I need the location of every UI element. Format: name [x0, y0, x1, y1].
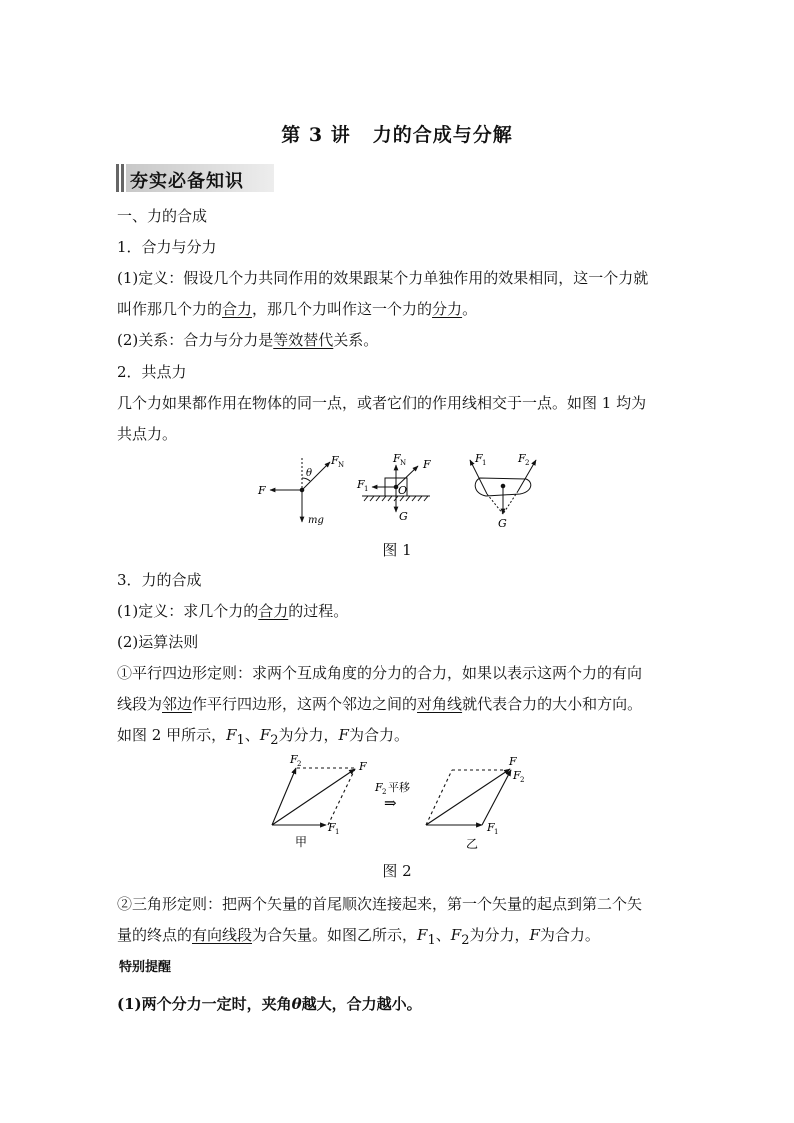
fig1b-label-O: O — [398, 484, 408, 497]
figure-2-right-triangle — [426, 769, 511, 825]
term-equivalent-substitution: 等效替代 — [273, 331, 334, 349]
fig1b-label-Ff: F — [357, 478, 365, 491]
heading-resultant-and-component: 1．合力与分力 — [117, 238, 217, 256]
parallelogram-line-1: ①平行四边形定则：求两个互成角度的分力的合力，如果以表示这两个力的有向 — [117, 664, 643, 682]
definition-line-2: 叫作那几个力的合力，那几个力叫作这一个力的分力。 — [117, 300, 478, 318]
fig1c-label-F1: F — [475, 452, 483, 465]
fig2-left-label-F1: F — [328, 821, 336, 834]
fig2-left-label-F: F — [359, 760, 367, 773]
fig1b-label-FN: F — [393, 452, 401, 465]
fig1a-label-mg: mg — [308, 515, 324, 526]
definition-line-1: (1)定义：假设几个力共同作用的效果跟某个力单独作用的效果相同，这一个力就 — [117, 269, 649, 287]
fig1c-label-2: 2 — [525, 459, 530, 467]
fig2-right-label-F: F — [509, 755, 517, 768]
parallelogram-line-3: 如图 2 甲所示，$F_1$、$F_2$为分力，F为合力。 — [117, 726, 409, 748]
term-adjacent-sides: 邻边 — [162, 695, 193, 713]
fig1b-label-f: 1 — [364, 485, 369, 493]
special-reminder-label: 特别提醒 — [119, 960, 172, 975]
lecture-topic: 力的合成与分解 — [372, 124, 513, 146]
concurrent-line-2: 共点力。 — [117, 425, 178, 443]
term-resultant-force: 合力 — [222, 300, 253, 318]
heading-concurrent-forces: 2．共点力 — [117, 363, 187, 381]
fig1a-label-theta: θ — [306, 468, 313, 479]
fig1c-label-F2: F — [518, 452, 526, 465]
fig2-mid-label-2: 2 — [382, 788, 387, 796]
fig2-mid-label-F2: F — [375, 781, 383, 794]
figure-2-left-parallelogram — [272, 768, 355, 825]
fig1b-label-G: G — [399, 510, 408, 523]
fig2-right-label-F2: F — [513, 769, 521, 782]
fig1c-label-1: 1 — [482, 459, 487, 467]
fig2-mid-text: 平移 — [388, 781, 410, 794]
fig1c-label-G: G — [498, 517, 507, 530]
fig1a-label-N: N — [338, 461, 345, 469]
fig2-right-label-yi: 乙 — [466, 837, 479, 851]
fig2-mid-arrow: ⇒ — [384, 794, 397, 812]
fig1b-label-N: N — [400, 459, 407, 467]
parallelogram-line-2: 线段为邻边作平行四边形，这两个邻边之间的对角线就代表合力的大小和方向。 — [117, 695, 643, 713]
fig1a-label-FN: F — [331, 454, 339, 467]
fig1b-label-F: F — [423, 458, 431, 471]
synthesis-definition: (1)定义：求几个力的合力的过程。 — [117, 602, 349, 620]
figure-2-caption: 图 2 — [382, 862, 412, 880]
relationship-line: (2)关系：合力与分力是等效替代关系。 — [117, 331, 379, 349]
triangle-line-2: 量的终点的有向线段为合矢量。如图乙所示，$F_1$、$F_2$为分力，F为合力。 — [117, 926, 600, 948]
term-diagonal: 对角线 — [417, 695, 463, 713]
figure-1-caption: 图 1 — [382, 541, 412, 559]
fig1a-label-F: F — [258, 484, 266, 497]
fig2-right-label-1: 1 — [494, 828, 499, 836]
fig2-left-label-2: 2 — [297, 760, 302, 768]
term-resultant-force-2: 合力 — [258, 602, 289, 620]
term-directed-segment: 有向线段 — [192, 926, 253, 944]
fig2-left-label-F2: F — [290, 753, 298, 766]
reminder-line-1: (1)两个分力一定时，夹角θ越大，合力越小。 — [117, 995, 422, 1013]
lecture-number: 第 3 讲 — [281, 124, 351, 146]
term-component-force: 分力 — [432, 300, 463, 318]
fig2-right-label-F1: F — [487, 821, 495, 834]
banner-text: 夯实必备知识 — [130, 171, 244, 192]
fig2-left-label-jia: 甲 — [295, 835, 308, 849]
heading-force-composition: 一、力的合成 — [117, 207, 208, 225]
concurrent-line-1: 几个力如果都作用在物体的同一点，或者它们的作用线相交于一点。如图 1 均为 — [117, 394, 647, 412]
triangle-line-1: ②三角形定则：把两个矢量的首尾顺次连接起来，第一个矢量的起点到第二个矢 — [117, 895, 643, 913]
heading-force-synthesis: 3．力的合成 — [117, 571, 202, 589]
fig2-right-label-2: 2 — [520, 776, 525, 784]
operation-rules-heading: (2)运算法则 — [117, 633, 199, 651]
fig2-left-label-1: 1 — [335, 828, 340, 836]
